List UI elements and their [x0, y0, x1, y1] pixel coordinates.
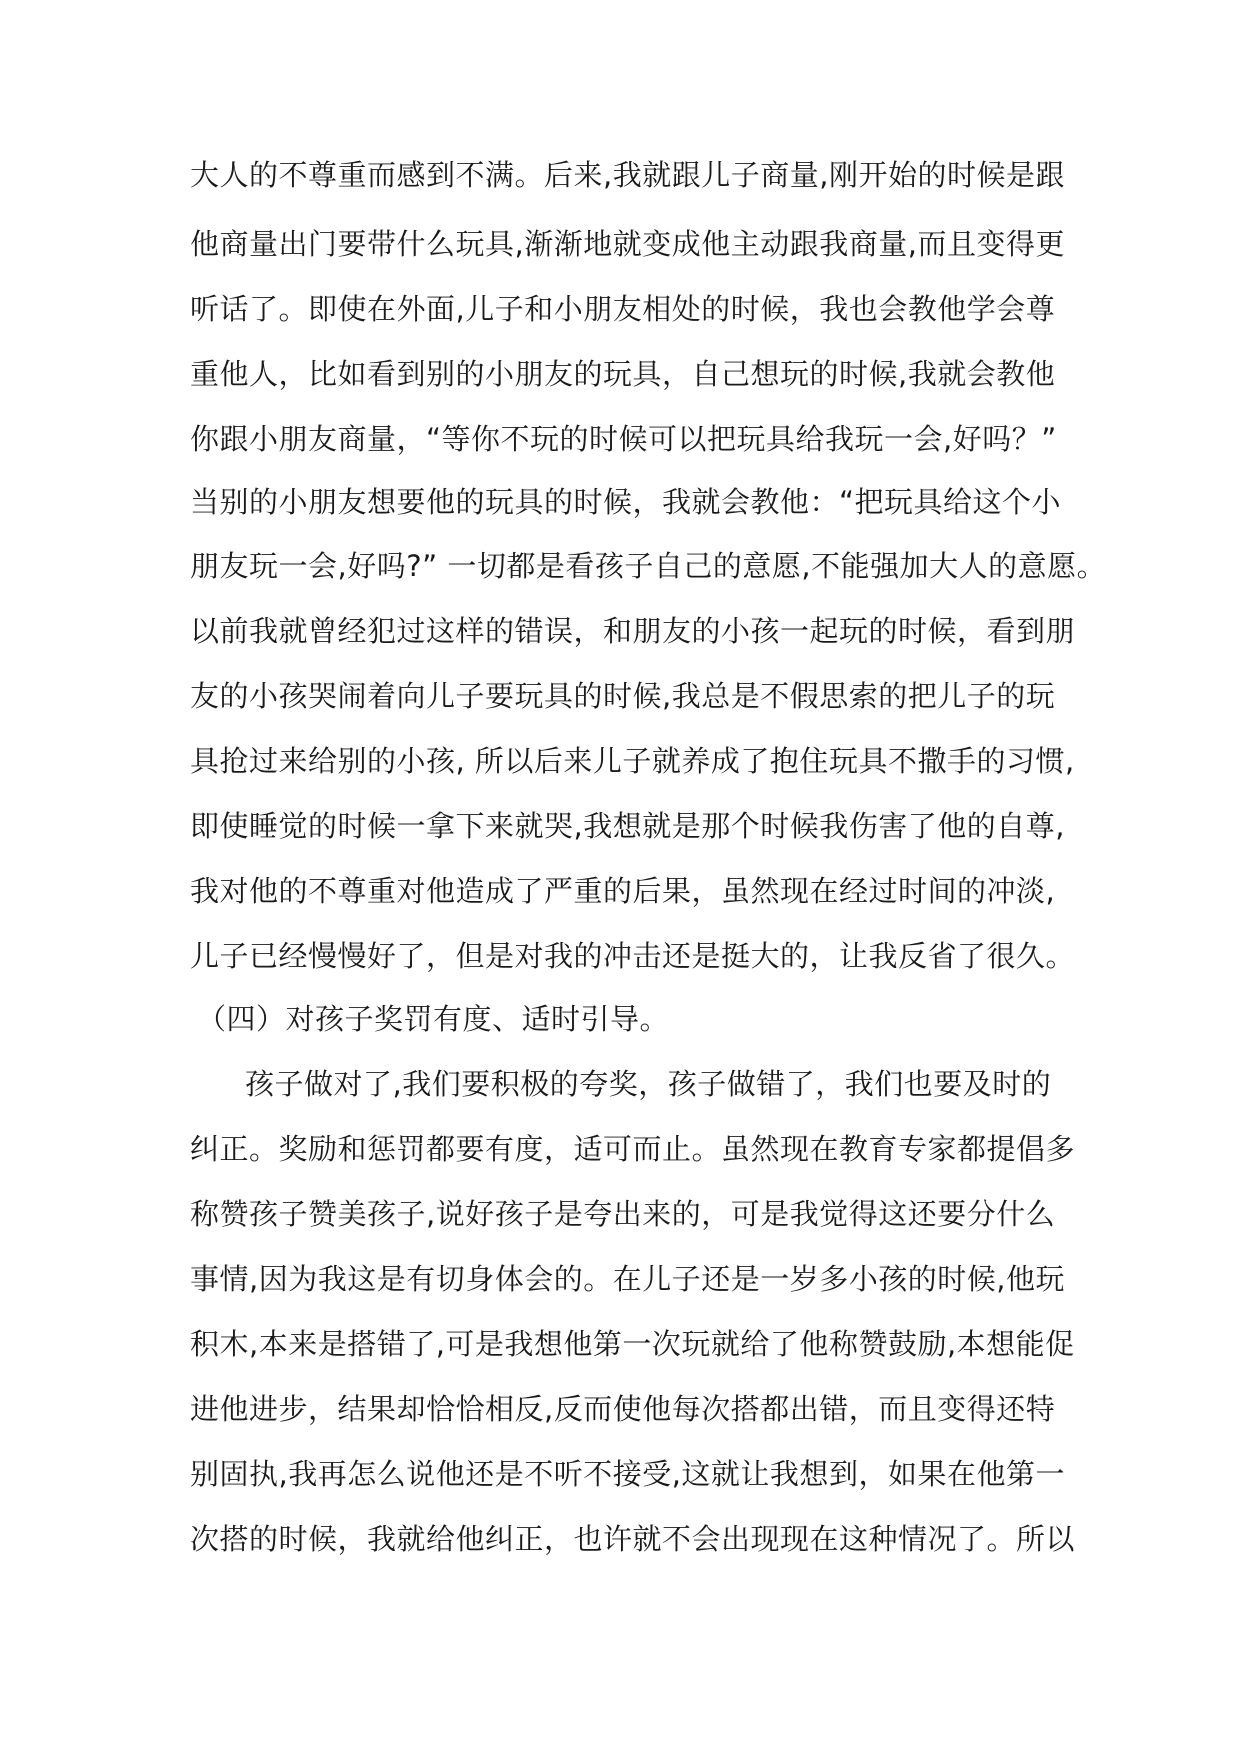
text-line: 具抢过来给别的小孩, 所以后来儿子就养成了抱住玩具不撒手的习惯,: [190, 744, 1075, 778]
text-line: 你跟小朋友商量，“等你不玩的时候可以把玩具给我玩一会,好吗？”: [190, 422, 1057, 456]
text-line: 他商量出门要带什么玩具,渐渐地就变成他主动跟我商量,而且变得更: [190, 227, 1065, 261]
text-line: 事情,因为我这是有切身体会的。在儿子还是一岁多小孩的时候,他玩: [190, 1262, 1065, 1296]
text-line: 儿子已经慢慢好了，但是对我的冲击还是挺大的，让我反省了很久。: [190, 939, 1076, 973]
section-heading: （四）对孩子奖罚有度、适时引导。: [197, 1002, 670, 1036]
text-line: 次搭的时候，我就给他纠正，也许就不会出现现在这种情况了。所以: [190, 1522, 1076, 1556]
text-line: 即使睡觉的时候一拿下来就哭,我想就是那个时候我伤害了他的自尊,: [190, 809, 1065, 843]
paragraph-first-line: 孩子做对了,我们要积极的夸奖，孩子做错了，我们也要及时的: [245, 1067, 1052, 1101]
text-line: 纠正。奖励和惩罚都要有度，适可而止。虽然现在教育专家都提倡多: [190, 1132, 1076, 1166]
text-line: 以前我就曾经犯过这样的错误，和朋友的小孩一起玩的时候，看到朋: [190, 614, 1076, 648]
text-line: 友的小孩哭闹着向儿子要玩具的时候,我总是不假思索的把儿子的玩: [190, 679, 1056, 713]
text-line: 进他进步，结果却恰恰相反,反而使他每次搭都出错，而且变得还特: [190, 1392, 1056, 1426]
text-line: 听话了。即使在外面,儿子和小朋友相处的时候，我也会教他学会尊: [190, 292, 1056, 326]
text-line: 我对他的不尊重对他造成了严重的后果，虽然现在经过时间的冲淡,: [190, 874, 1056, 908]
text-line: 重他人，比如看到别的小朋友的玩具，自己想玩的时候,我就会教他: [190, 357, 1056, 391]
text-line: 朋友玩一会,好吗?” 一切都是看孩子自己的意愿,不能强加大人的意愿。: [190, 549, 1107, 583]
text-line: 大人的不尊重而感到不满。后来,我就跟儿子商量,刚开始的时候是跟: [190, 158, 1065, 192]
text-line: 别固执,我再怎么说他还是不听不接受,这就让我想到，如果在他第一: [190, 1457, 1065, 1491]
text-line: 称赞孩子赞美孩子,说好孩子是夸出来的，可是我觉得这还要分什么: [190, 1197, 1056, 1231]
text-line: 当别的小朋友想要他的玩具的时候，我就会教他：“把玩具给这个小: [190, 485, 1062, 519]
text-line: 积木,本来是搭错了,可是我想他第一次玩就给了他称赞鼓励,本想能促: [190, 1327, 1075, 1361]
